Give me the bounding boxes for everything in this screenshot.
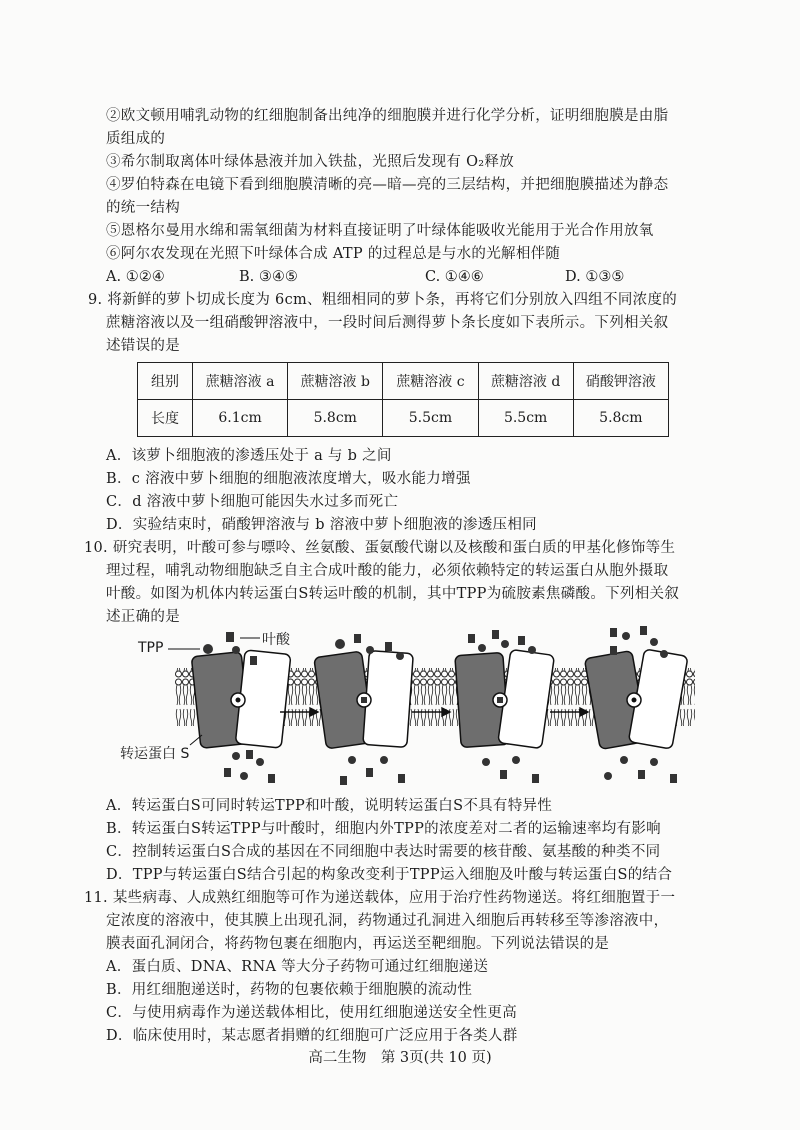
table-cell: 5.8cm bbox=[288, 400, 383, 437]
q8-option-b: B. ③④⑤ bbox=[239, 269, 298, 285]
q8-option-d: D. ①③⑤ bbox=[565, 269, 625, 285]
q11-option-a: A．蛋白质、DNA、RNA 等大分子药物可通过红细胞递送 bbox=[106, 959, 489, 975]
q10-option-a: A．转运蛋白S可同时转运TPP和叶酸，说明转运蛋白S不具有特异性 bbox=[106, 798, 553, 814]
q11-option-b: B．用红细胞递送时，药物的包裹依赖于细胞膜的流动性 bbox=[106, 982, 473, 998]
transporter-state-4 bbox=[584, 649, 688, 750]
q8-item3: ③希尔制取离体叶绿体悬液并加入铁盐，光照后发现有 O₂释放 bbox=[106, 154, 515, 170]
intracellular-molecules bbox=[224, 750, 677, 785]
table-cell: 蔗糖溶液 c bbox=[383, 363, 478, 400]
q11-stem-line2: 定浓度的溶液中，使其膜上出现孔洞，药物通过孔洞进入细胞后再转移至等渗溶液中， bbox=[106, 913, 669, 929]
table-header-row bbox=[138, 363, 669, 400]
table-cell: 蔗糖溶液 b bbox=[288, 363, 383, 400]
q10-stem-line2: 理过程，哺乳动物细胞缺乏自主合成叶酸的能力，必须依赖特定的转运蛋白从胞外摄取 bbox=[106, 563, 669, 579]
q8-item2-line2: 质组成的 bbox=[106, 131, 166, 147]
transporter-state-3 bbox=[455, 649, 555, 748]
transporter-state-2 bbox=[314, 651, 413, 749]
q9-option-b: B．c 溶液中萝卜细胞的细胞液浓度增大，吸水能力增强 bbox=[106, 471, 471, 487]
q8-item6: ⑥阿尔农发现在光照下叶绿体合成 ATP 的过程总是与水的光解相伴随 bbox=[106, 246, 561, 262]
q10-stem-line4: 述正确的是 bbox=[106, 609, 180, 625]
q8-item5: ⑤恩格尔曼用水绵和需氧细菌为材料直接证明了叶绿体能吸收光能用于光合作用放氧 bbox=[106, 223, 654, 239]
page-footer: 高二生物 第 3页(共 10 页) bbox=[308, 1050, 492, 1066]
q11-option-c: C．与使用病毒作为递送载体相比，使用红细胞递送安全性更高 bbox=[106, 1005, 517, 1021]
table-cell: 5.5cm bbox=[478, 400, 573, 437]
tpp-label: TPP bbox=[138, 640, 164, 656]
transporter-label: 转运蛋白 S bbox=[120, 746, 190, 762]
q11-option-d: D．临床使用时，某志愿者捐赠的红细胞可广泛应用于各类人群 bbox=[106, 1028, 518, 1044]
q11-stem-line3: 膜表面孔洞闭合，将药物包裹在细胞内，再运送至靶细胞。下列说法错误的是 bbox=[106, 936, 610, 952]
table-cell: 5.8cm bbox=[573, 400, 668, 437]
q8-item4-line1: ④罗伯特森在电镜下看到细胞膜清晰的亮—暗—亮的三层结构，并把细胞膜描述为静态 bbox=[106, 177, 669, 193]
q10-stem-line1: 10. 研究表明，叶酸可参与嘌呤、丝氨酸、蛋氨酸代谢以及核酸和蛋白质的甲基化修饰等生 bbox=[84, 540, 676, 556]
q9-length-table bbox=[137, 362, 669, 437]
q9-stem-line2: 蔗糖溶液以及一组硝酸钾溶液中，一段时间后测得萝卜条长度如下表所示。下列相关叙 bbox=[106, 315, 669, 331]
q9-stem-line1: 9. 将新鲜的萝卜切成长度为 6cm、粗细相同的萝卜条，再将它们分别放入四组不同浓度的 bbox=[88, 292, 678, 308]
table-cell: 蔗糖溶液 d bbox=[478, 363, 573, 400]
q11-stem-line1: 11. 某些病毒、人成熟红细胞等可作为递送载体，应用于治疗性药物递送。将红细胞置于一 bbox=[84, 890, 676, 906]
q10-stem-line3: 叶酸。如图为机体内转运蛋白S转运叶酸的机制，其中TPP为硫胺素焦磷酸。下列相关叙 bbox=[106, 586, 680, 602]
transport-mechanism-diagram bbox=[140, 620, 700, 790]
table-cell: 组别 bbox=[138, 363, 193, 400]
table-row bbox=[138, 400, 669, 437]
folate-label: 叶酸 bbox=[262, 632, 290, 648]
q9-stem-line3: 述错误的是 bbox=[106, 338, 180, 354]
table-cell: 硝酸钾溶液 bbox=[573, 363, 668, 400]
table-cell: 6.1cm bbox=[193, 400, 288, 437]
table-cell: 蔗糖溶液 a bbox=[193, 363, 288, 400]
q8-option-a: A. ①②④ bbox=[106, 269, 165, 285]
q9-option-c: C．d 溶液中萝卜细胞可能因失水过多而死亡 bbox=[106, 494, 399, 510]
q8-option-c: C. ①④⑥ bbox=[425, 269, 484, 285]
transporter-state-1 bbox=[191, 650, 291, 749]
q10-option-c: C．控制转运蛋白S合成的基因在不同细胞中表达时需要的核苷酸、氨基酸的种类不同 bbox=[106, 844, 661, 860]
q10-option-d: D．TPP与转运蛋白S结合引起的构象改变利于TPP运入细胞及叶酸与转运蛋白S的结合 bbox=[106, 867, 673, 883]
q9-option-d: D．实验结束时，硝酸钾溶液与 b 溶液中萝卜细胞液的渗透压相同 bbox=[106, 517, 537, 533]
q10-option-b: B．转运蛋白S转运TPP与叶酸时，细胞内外TPP的浓度差对二者的运输速率均有影响 bbox=[106, 821, 661, 837]
q8-item2-line1: ②欧文顿用哺乳动物的红细胞制备出纯净的细胞膜并进行化学分析，证明细胞膜是由脂 bbox=[106, 108, 669, 124]
table-cell: 长度 bbox=[138, 400, 193, 437]
q8-item4-line2: 的统一结构 bbox=[106, 200, 180, 216]
q9-option-a: A．该萝卜细胞液的渗透压处于 a 与 b 之间 bbox=[106, 448, 392, 464]
table-cell: 5.5cm bbox=[383, 400, 478, 437]
